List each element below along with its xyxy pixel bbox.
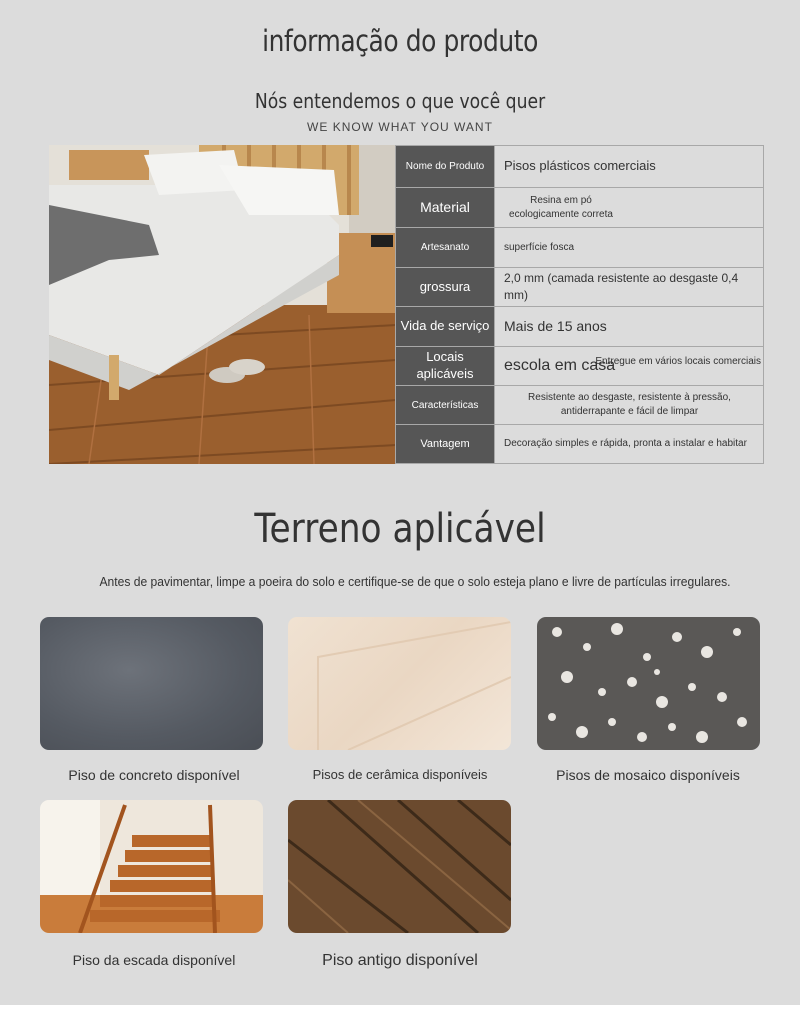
terrain-caption: Piso de concreto disponível [68, 767, 240, 783]
page-subtitle: Nós entendemos o que você quer [254, 89, 546, 113]
spec-row-material [396, 188, 763, 228]
spec-value: superfície fosca [504, 241, 575, 253]
terrain-caption: Pisos de mosaico disponíveis [556, 767, 740, 783]
page-subtitle-english: WE KNOW WHAT YOU WANT [307, 120, 493, 134]
spec-label: Vantagem [396, 425, 495, 463]
spec-value-extra: Entregue em vários locais comerciais [595, 356, 761, 367]
spec-row-applicable-places [396, 347, 763, 386]
spec-value: escola em casa [504, 356, 616, 374]
terrain-title: Terreno aplicável [254, 506, 546, 552]
spec-value: Mais de 15 anos [504, 317, 607, 334]
spec-value: Pisos plásticos comerciais [504, 158, 656, 174]
spec-value: Resina em pó ecologicamente correta [509, 194, 613, 220]
terrain-note: Antes de pavimentar, limpe a poeira do solo e certifique-se de que o solo esteja plano e livre de partículas irregulares. [99, 574, 731, 589]
ceramic-floor-image [288, 617, 511, 750]
spec-value: 2,0 mm (camada resistente ao desgaste 0,4 mm) [504, 271, 739, 302]
terrain-caption: Piso da escada disponível [72, 952, 236, 968]
terrain-caption: Pisos de cerâmica disponíveis [312, 767, 488, 782]
spec-row-characteristics [396, 386, 763, 425]
spec-label: grossura [396, 268, 495, 306]
spec-table [395, 145, 764, 464]
concrete-floor-image [40, 617, 263, 750]
spec-value: Resistente ao desgaste, resistente à pressão, antiderrapante e fácil de limpar [528, 392, 731, 417]
spec-row-craft [396, 228, 763, 268]
terrain-caption: Piso antigo disponível [322, 952, 478, 969]
stairs-floor-image [40, 800, 263, 933]
mosaic-floor-image [537, 617, 760, 750]
spec-label: Características [396, 386, 495, 424]
spec-value: Decoração simples e rápida, pronta a instalar e habitar [504, 438, 747, 449]
spec-label: Artesanato [396, 228, 495, 267]
spec-row-advantage [396, 425, 763, 463]
old-wood-floor-image [288, 800, 511, 933]
product-photo [49, 145, 396, 464]
spec-label: Material [396, 188, 495, 227]
spec-row-product-name [396, 146, 763, 188]
spec-row-thickness [396, 268, 763, 307]
spec-row-service-life [396, 307, 763, 347]
page-title: informação do produto [262, 24, 538, 58]
spec-label: Nome do Produto [396, 146, 495, 187]
spec-label: Vida de serviço [396, 307, 495, 346]
spec-label: Locais aplicáveis [396, 347, 495, 385]
